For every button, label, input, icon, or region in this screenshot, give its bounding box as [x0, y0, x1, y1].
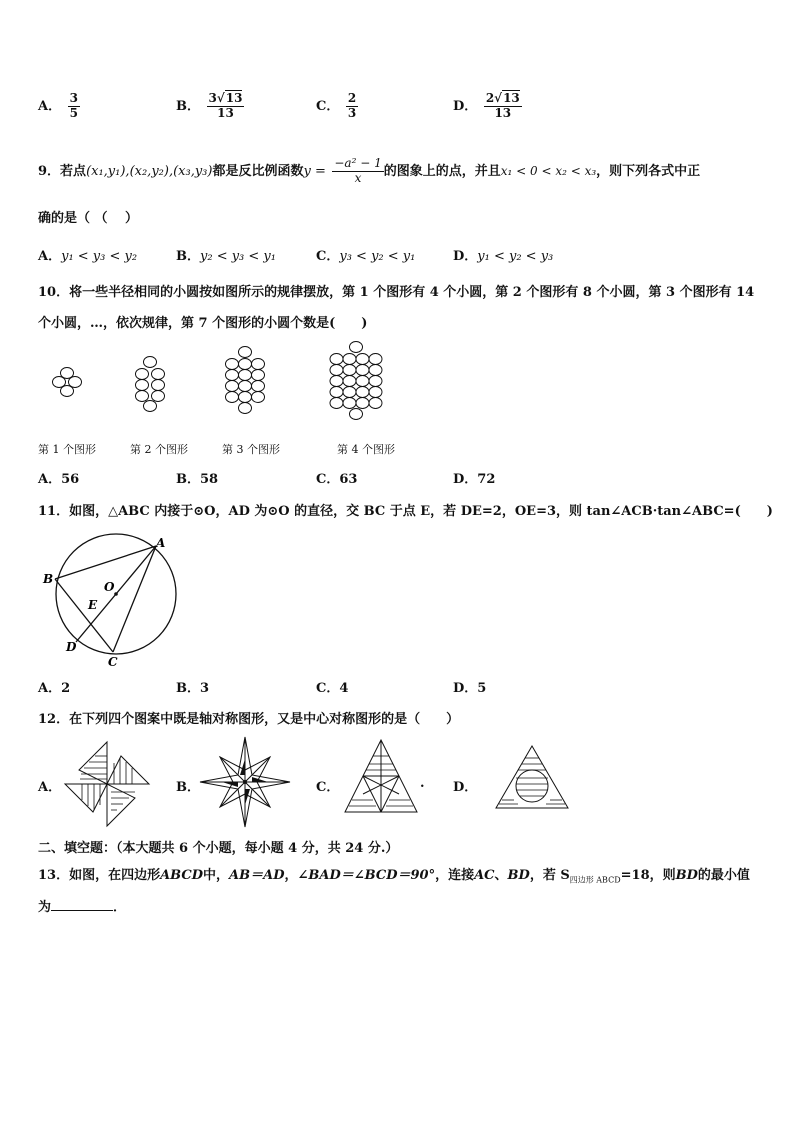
triangle-circle-pattern: [494, 744, 570, 810]
small-circle: [144, 401, 157, 412]
center-point: [114, 592, 118, 596]
section-fill-in-header: 二、填空题：（本大题共 6 个小题，每小题 4 分，共 24 分.）: [38, 841, 399, 856]
q10-stem: 10．将一些半径相同的小圆按如图所示的规律摆放，第 1 个图形有 4 个小圆，第 2 个图形有 8 个小圆，第 3 个图形有 14: [38, 285, 755, 300]
q11-option-c: C．4: [316, 681, 349, 696]
figure-caption-1: 第 1 个图形: [38, 443, 96, 456]
q9-stem: 9．若点(x₁,y₁),(x₂,y₂),(x₃,y₃)都是反比例函数y = $\frac{\text{−a² − 1}}{x}$ 的图象上的点，并且x₁ < 0 < x₂ < x₃，则下列各式中正: [38, 156, 701, 185]
small-circle: [239, 381, 252, 392]
q11-option-b: B．3: [176, 681, 210, 696]
q9-option-d: D．y₁ < y₂ < y₃: [453, 249, 554, 264]
q10-option-b: B．58: [176, 472, 219, 487]
fraction: $\frac{3√13}{13}$: [208, 91, 243, 120]
small-circle: [136, 391, 149, 402]
small-circle: [350, 409, 363, 420]
fraction: $\frac{3}{5}$: [69, 91, 78, 120]
figure-caption-2: 第 2 个图形: [130, 443, 188, 456]
q10-stem-line2: 个小圆，…，依次规律，第 7 个图形的小圆个数是( ): [38, 316, 368, 331]
small-circle: [356, 365, 369, 376]
small-circle: [144, 357, 157, 368]
q9-option-c: C．y₃ < y₂ < y₁: [316, 249, 416, 264]
small-circle: [226, 392, 239, 403]
q12-label-a: A．: [38, 780, 62, 795]
answer-blank[interactable]: [51, 910, 113, 911]
small-circle: [252, 370, 265, 381]
small-circle: [252, 359, 265, 370]
q12-stem: 12．在下列四个图案中既是轴对称图形，又是中心对称图形的是（ ）: [38, 712, 460, 727]
q13-stem: 13．如图，在四边形ABCD中，AB＝AD，∠BAD＝∠BCD＝90°，连接AC、BD，若 $S_{四边形 ABCD}=18$，则BD的最小值: [38, 868, 750, 885]
q8-option-a: A． $\frac{3}{5}$: [38, 91, 78, 120]
small-circle: [239, 347, 252, 358]
small-circle: [356, 354, 369, 365]
q11-option-d: D．5: [453, 681, 487, 696]
small-circle: [226, 381, 239, 392]
triangle-hatched-pattern: [343, 738, 419, 814]
small-circle: [343, 376, 356, 387]
label-c: C: [108, 655, 118, 669]
small-circle: [330, 365, 343, 376]
small-circle: [239, 392, 252, 403]
small-circle: [152, 369, 165, 380]
q8-option-c: C． $\frac{2}{3}$: [316, 91, 357, 120]
q12-dot: .: [420, 776, 425, 791]
small-circle: [152, 380, 165, 391]
figure-caption-4: 第 4 个图形: [337, 443, 395, 456]
small-circle: [343, 365, 356, 376]
small-circle: [226, 359, 239, 370]
q9-stem-line2: 确的是（ （ ）: [38, 211, 139, 226]
small-circle: [369, 365, 382, 376]
q11-option-a: A．2: [38, 681, 71, 696]
q8-option-b: B． $\frac{3√13}{13}$: [176, 91, 243, 120]
q11-stem: 11．如图，△ABC 内接于⊙O，AD 为⊙O 的直径，交 BC 于点 E，若 DE=2，OE=3，则 tan∠ACB·tan∠ABC=( ): [38, 504, 773, 519]
small-circle: [343, 354, 356, 365]
small-circle: [350, 342, 363, 353]
q13-stem-line2: 为 ．: [38, 900, 127, 915]
q9-option-a: A．y₁ < y₃ < y₂: [38, 249, 138, 264]
small-circle: [369, 387, 382, 398]
q10-option-a: A．56: [38, 472, 80, 487]
label-d: D: [66, 640, 77, 654]
fraction: $\frac{2}{3}$: [347, 91, 357, 120]
small-circle: [343, 398, 356, 409]
q12-label-b: B．: [176, 780, 200, 795]
small-circle: [252, 392, 265, 403]
q10-option-d: D．72: [453, 472, 496, 487]
label-a: A: [156, 536, 166, 550]
small-circle: [252, 381, 265, 392]
circle-geometry-figure: [38, 532, 198, 672]
small-circle: [330, 387, 343, 398]
small-circle: [226, 370, 239, 381]
small-circle: [330, 376, 343, 387]
compass-star-pattern: [200, 737, 290, 827]
small-circle: [369, 354, 382, 365]
circle-pattern-figures: [0, 335, 794, 445]
small-circle: [356, 398, 369, 409]
small-circle: [136, 369, 149, 380]
label-b: B: [43, 572, 54, 586]
small-circle: [239, 359, 252, 370]
small-circle: [343, 387, 356, 398]
small-circle: [330, 398, 343, 409]
label-e: E: [88, 598, 98, 612]
function-fraction: $\frac{\text{−a² − 1}}{x}$: [334, 156, 382, 185]
q12-label-c: C．: [316, 780, 340, 795]
segment-ac: [113, 546, 156, 652]
small-circle: [239, 403, 252, 414]
small-circle: [136, 380, 149, 391]
q9-option-b: B．y₂ < y₃ < y₁: [176, 249, 276, 264]
small-circle: [239, 370, 252, 381]
q8-option-d: D． $\frac{2√13}{13}$: [453, 91, 520, 120]
figure-caption-3: 第 3 个图形: [222, 443, 280, 456]
small-circle: [369, 398, 382, 409]
small-circle: [369, 376, 382, 387]
q12-label-d: D．: [453, 780, 478, 795]
small-circle: [152, 391, 165, 402]
fraction: $\frac{2√13}{13}$: [485, 91, 520, 120]
small-circle: [330, 354, 343, 365]
small-circle: [356, 376, 369, 387]
q10-option-c: C．63: [316, 472, 358, 487]
segment-ab: [55, 546, 156, 579]
small-circle: [61, 386, 74, 397]
label-o: O: [104, 580, 115, 594]
small-circle: [356, 387, 369, 398]
pinwheel-pattern: [65, 742, 149, 826]
